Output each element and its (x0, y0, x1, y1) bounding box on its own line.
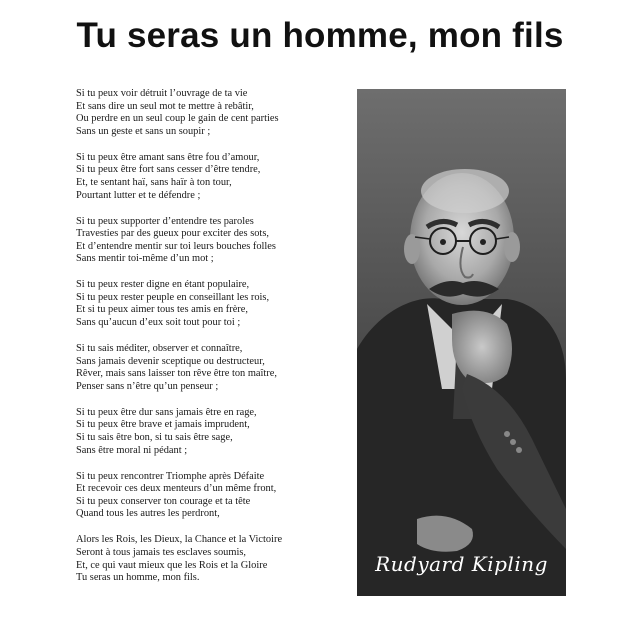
poem-line: Tu seras un homme, mon fils. (76, 572, 200, 584)
poem-line: Si tu peux rester peuple en conseillant les rois, (76, 291, 270, 303)
poem-line: Sans qu’aucun d’eux soit tout pour toi ; (76, 317, 241, 329)
poem-line: Pourtant lutter et te défendre ; (76, 189, 201, 201)
poem-line: Sans jamais devenir sceptique ou destructeur, (76, 355, 265, 367)
poem-line: Et recevoir ces deux menteurs d’un même front, (76, 483, 277, 495)
poem-stanza (76, 534, 346, 584)
page-title: Tu seras un homme, mon fils (76, 16, 564, 55)
poem-line: Sans un geste et sans un soupir ; (76, 125, 211, 137)
poem-line: Seront à tous jamais tes esclaves soumis, (76, 546, 246, 558)
poem-stanza (76, 343, 346, 393)
poem-line: Si tu peux être amant sans être fou d’amour, (76, 151, 260, 163)
poem-line: Ou perdre en un seul coup le gain de cent parties (76, 113, 279, 125)
poem-stanza (76, 216, 346, 266)
poem-line: Sans être moral ni pédant ; (76, 444, 188, 456)
poem-line: Si tu peux être dur sans jamais être en rage, (76, 406, 257, 418)
poem-line: Si tu peux être brave et jamais imprudent, (76, 419, 250, 431)
poem-line: Penser sans n’être qu’un penseur ; (76, 380, 219, 392)
poem-line: Et sans dire un seul mot te mettre à rebâtir, (76, 100, 254, 112)
poem-line: Travesties par des gueux pour exciter des sots, (76, 228, 269, 240)
poem-line: Si tu sais être bon, si tu sais être sage, (76, 432, 233, 444)
poem-line: Si tu sais méditer, observer et connaître, (76, 343, 243, 355)
poem-line: Si tu peux conserver ton courage et ta tête (76, 495, 251, 507)
poem-line: Si tu peux être fort sans cesser d’être tendre, (76, 164, 261, 176)
poem-stanza (76, 471, 346, 521)
poem-line: Et d’entendre mentir sur toi leurs bouches folles (76, 240, 276, 252)
poem-stanza (76, 152, 346, 202)
poem-stanza (76, 279, 346, 329)
poem-text (76, 88, 346, 598)
poem-line: Si tu peux rencontrer Triomphe après Défaite (76, 470, 265, 482)
poem-line: Et si tu peux aimer tous tes amis en frère, (76, 304, 248, 316)
kipling-portrait-photo (357, 89, 566, 596)
portrait-image (357, 89, 566, 596)
poem-line: Et, ce qui vaut mieux que les Rois et la Gloire (76, 559, 268, 571)
poem-line: Si tu peux voir détruit l’ouvrage de ta vie (76, 88, 248, 99)
poem-line: Alors les Rois, les Dieux, la Chance et la Victoire (76, 534, 283, 546)
poem-line: Et, te sentant haï, sans haïr à ton tour, (76, 176, 232, 188)
poem-line: Quand tous les autres les perdront, (76, 508, 220, 520)
poem-line: Si tu peux rester digne en étant populaire, (76, 279, 250, 291)
poem-line: Sans mentir toi-même d’un mot ; (76, 253, 214, 265)
signature: Rudyard Kipling (375, 552, 548, 576)
poem-line: Si tu peux supporter d’entendre tes paroles (76, 215, 254, 227)
poem-line: Rêver, mais sans laisser ton rêve être ton maître, (76, 368, 277, 380)
poem-stanza (76, 407, 346, 457)
poem-stanza (76, 88, 346, 138)
